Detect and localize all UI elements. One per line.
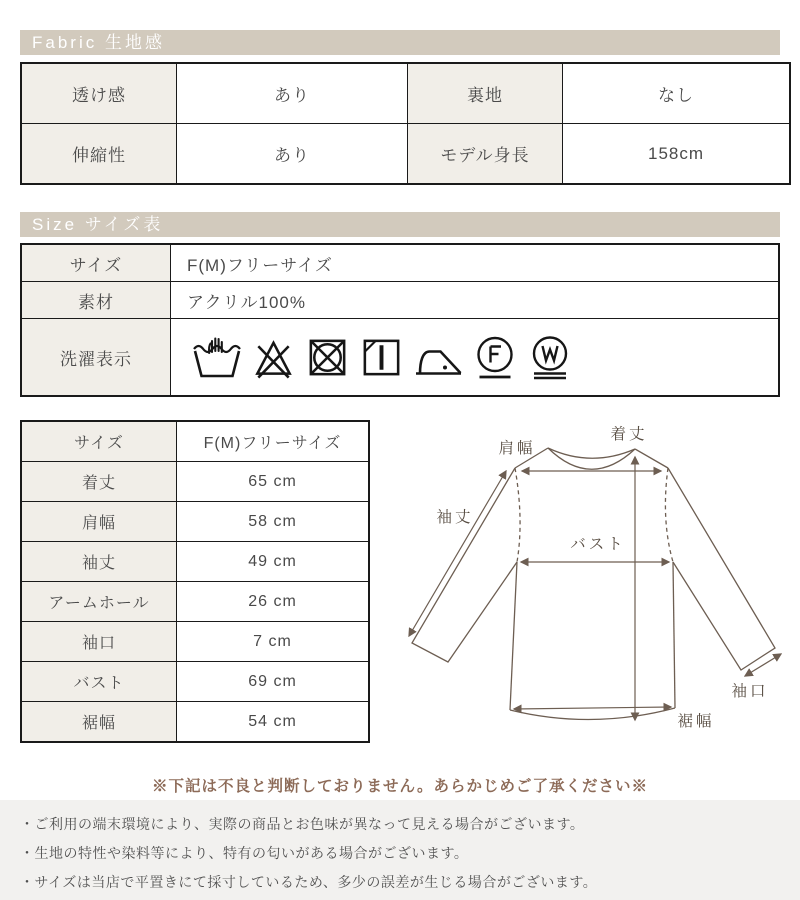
- size-info-table: [20, 243, 780, 397]
- table-row: [21, 622, 369, 662]
- table-row: [21, 662, 369, 702]
- line-dry-in-shade-icon: [358, 334, 405, 381]
- garment-outline: [412, 448, 775, 720]
- measurement-arrows: [409, 457, 781, 720]
- do-not-bleach-icon: [250, 334, 297, 381]
- cuff-arrow: [745, 654, 781, 676]
- measure-label-cuff: 袖口: [21, 622, 177, 662]
- table-row: [21, 63, 790, 124]
- measure-label-bust: バスト: [21, 662, 177, 702]
- fabric-label-sheerness: 透け感: [21, 63, 177, 124]
- fabric-value-model-height: 158cm: [563, 124, 791, 185]
- diagram-label-bust: バスト: [570, 536, 626, 553]
- wet-clean-W-icon: [526, 333, 574, 381]
- measure-value-sleeve: 49 cm: [177, 542, 370, 582]
- material-value: アクリル100%: [171, 282, 780, 319]
- measure-label-sleeve: 袖丈: [21, 542, 177, 582]
- material-label: 素材: [21, 282, 171, 319]
- fabric-value-lining: なし: [563, 63, 791, 124]
- measure-value-armhole: 26 cm: [177, 582, 370, 622]
- fabric-value-sheerness: あり: [177, 63, 408, 124]
- table-row: [21, 542, 369, 582]
- table-row: [21, 702, 369, 743]
- size-value: F(M)フリーサイズ: [171, 244, 780, 282]
- measure-value-length: 65 cm: [177, 462, 370, 502]
- table-row: [21, 124, 790, 185]
- care-label: 洗濯表示: [21, 319, 171, 397]
- care-icons-cell: [171, 319, 780, 397]
- diagram-label-sleeve: 袖丈: [436, 509, 474, 526]
- table-row: [21, 462, 369, 502]
- table-row: [21, 319, 779, 397]
- table-row: [21, 502, 369, 542]
- size-section-title: Size サイズ表: [20, 212, 780, 237]
- iron-icon: [412, 334, 464, 381]
- garment-measurement-diagram: [393, 408, 800, 763]
- hand-wash-icon: [191, 333, 243, 381]
- footer-note: ・サイズは当店で平置きにて採寸しているため、多少の誤差が生じる場合がございます。: [20, 874, 598, 890]
- measure-label-length: 着丈: [21, 462, 177, 502]
- fabric-value-stretch: あり: [177, 124, 408, 185]
- measure-value-hem: 54 cm: [177, 702, 370, 743]
- fabric-label-lining: 裏地: [408, 63, 563, 124]
- table-row: [21, 582, 369, 622]
- hem-width-arrow: [514, 707, 671, 709]
- measurement-table: [20, 420, 370, 743]
- diagram-label-cuff: 袖口: [731, 683, 769, 700]
- measure-label-hem: 裾幅: [21, 702, 177, 743]
- do-not-tumble-dry-icon: [304, 334, 351, 381]
- fabric-label-stretch: 伸縮性: [21, 124, 177, 185]
- table-row: [21, 244, 779, 282]
- measure-label-shoulder: 肩幅: [21, 502, 177, 542]
- care-icons-row: [187, 333, 777, 381]
- size-label: サイズ: [21, 244, 171, 282]
- fabric-label-model-height: モデル身長: [408, 124, 563, 185]
- fabric-section-title: Fabric 生地感: [20, 30, 780, 55]
- dry-clean-F-icon: [471, 333, 519, 381]
- table-row: [21, 282, 779, 319]
- measure-header-label: サイズ: [21, 421, 177, 462]
- diagram-label-shoulder: 肩幅: [498, 440, 536, 457]
- footer-note: ・生地の特性や染料等により、特有の匂いがある場合がございます。: [20, 845, 469, 861]
- measure-value-cuff: 7 cm: [177, 622, 370, 662]
- defect-notice: ※下記は不良と判断しておりません。あらかじめご了承ください※: [152, 778, 648, 795]
- measure-value-bust: 69 cm: [177, 662, 370, 702]
- footer-notes: [0, 800, 800, 900]
- diagram-label-hem: 裾幅: [677, 713, 715, 730]
- measure-label-armhole: アームホール: [21, 582, 177, 622]
- table-row: [21, 421, 369, 462]
- fabric-info-table: [20, 62, 791, 185]
- diagram-label-length: 着丈: [610, 426, 648, 443]
- measure-value-shoulder: 58 cm: [177, 502, 370, 542]
- sleeve-length-arrow: [409, 471, 506, 636]
- measure-header-value: F(M)フリーサイズ: [177, 421, 370, 462]
- footer-note: ・ご利用の端末環境により、実際の商品とお色味が異なって見える場合がございます。: [20, 816, 585, 832]
